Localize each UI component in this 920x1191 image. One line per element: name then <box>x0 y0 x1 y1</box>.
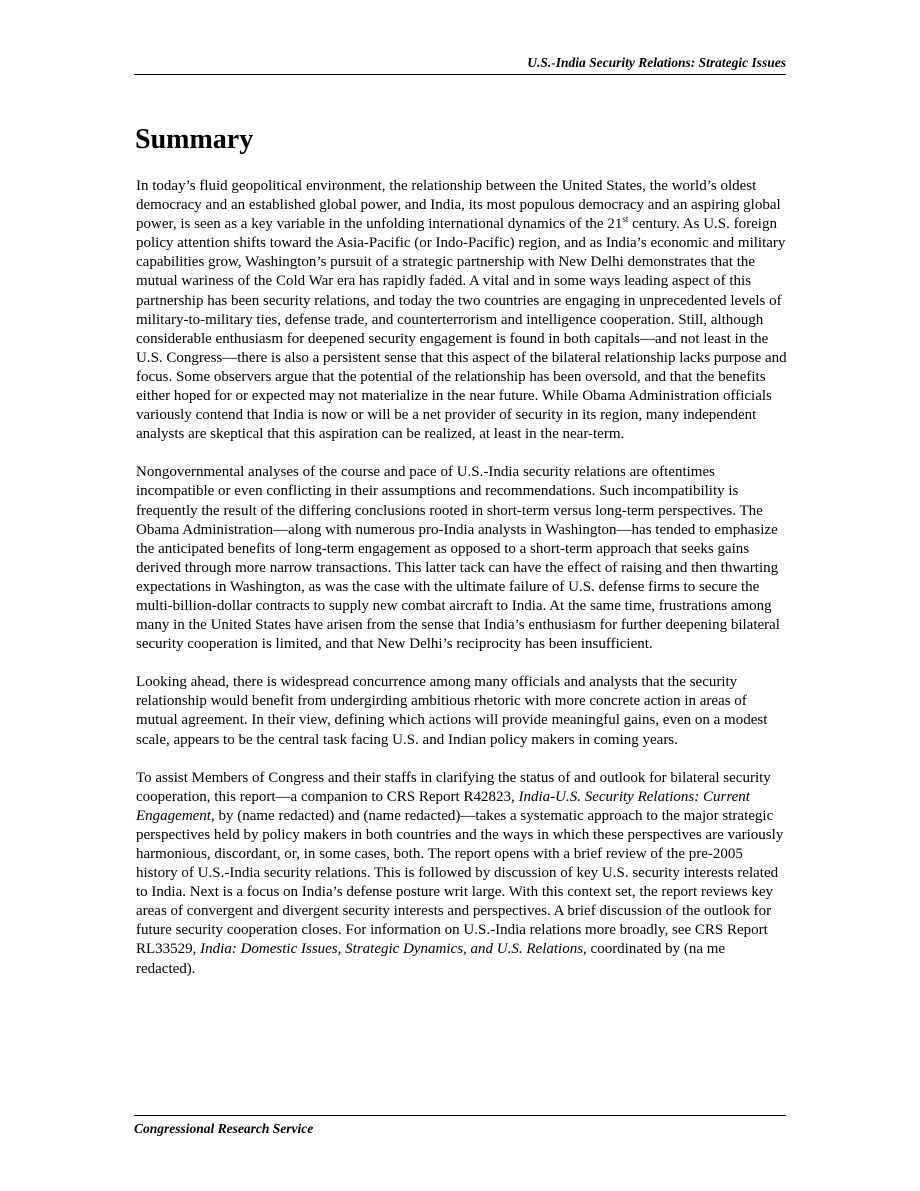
paragraph-1 <box>136 177 788 444</box>
paragraph-2: Nongovernmental analyses of the course and pace of U.S.-India security relations are oftentimes incompatible or even conflicting in their assumptions and recommendations. Such incompatibility is frequently the result of the differing conclusions rooted in short-term versus long-term perspectives. The Obama Administration—along with numerous pro-India analysts in Washington—has tended to emphasize the anticipated benefits of long-term engagement as opposed to a short-term approach that seeks gains derived through more narrow transactions. This latter tack can have the effect of raising and then thwarting expectations in Washington, as was the case with the ultimate failure of U.S. defense firms to secure the multi-billion-dollar contracts to supply new combat aircraft to India. At the same time, frustrations among many in the United States have arisen from the sense that India’s enthusiasm for further deepening bilateral security cooperation is limited, and that New Delhi’s reciprocity has been insufficient. <box>136 464 780 653</box>
running-footer: Congressional Research Service <box>134 1115 786 1138</box>
paragraph-4 <box>136 769 788 979</box>
paragraph-4-text-b: , by (name redacted) and (name redacted)—takes a systematic approach to the major strategic perspectives held by policy makers in both countries and the ways in which these perspectives are variously harmonious, discordant, or, in some cases, both. The report opens with a brief review of the pre-2005 history of U.S.-India security relations. This is followed by discussion of key U.S. security interests related to India. Next is a focus on India’s defense posture writ large. With this context set, the report reviews key areas of convergent and divergent security interests and perspectives. A brief discussion of the outlook for future security cooperation closes. For information on U.S.-India relations more broadly, see CRS Report RL33529, <box>136 807 784 958</box>
report-title-r42823: India-U.S. Security Relations: Current Engagement <box>136 788 750 824</box>
ordinal-suffix: st <box>622 214 629 225</box>
summary-body <box>136 177 788 998</box>
paragraph-1-text-a: In today’s fluid geopolitical environment, the relationship between the United States, the world’s oldest democracy and an established global power, and India, its most populous democracy and an aspiring global power, is seen as a key variable in the unfolding international dynamics of the 21 <box>136 178 781 233</box>
paragraph-4-text-a: To assist Members of Congress and their staffs in clarifying the status of and outlook for bilateral security cooperation, this report—a companion to CRS Report R42823, <box>136 769 771 805</box>
paragraph-3: Looking ahead, there is widespread concurrence among many officials and analysts that the security relationship would benefit from undergirding ambitious rhetoric with more concrete action in areas of mutual agreement. In their view, defining which actions will provide meaningful gains, even on a modest scale, appears to be the central task facing U.S. and Indian policy makers in coming years. <box>136 674 768 748</box>
paragraph-4-text-c: , coordinated by (na me redacted). <box>136 941 726 977</box>
paragraph-1-text-b: century. As U.S. foreign policy attention shifts toward the Asia-Pacific (or Indo-Pacific) region, and as India’s economic and military capabilities grow, Washington’s pursuit of a strategic partnership with New Delhi demonstrates that the mutual wariness of the Cold War era has rapidly faded. A vital and in some ways leading aspect of this partnership has been security relations, and today the two countries are engaging in unprecedented levels of military-to-military ties, defense trade, and counterterrorism and intelligence cooperation. Still, although considerable enthusiasm for deepened security engagement is found in both capitals—and not least in the U.S. Congress—there is also a persistent sense that this aspect of the bilateral relationship lacks purpose and focus. Some observers argue that the potential of the relationship has been oversold, and that the benefits either hoped for or expected may not materialize in the near future. While Obama Administration officials variously contend that India is now or will be a net provider of security in its region, many independent analysts are skeptical that this aspiration can be realized, at least in the near-term. <box>136 216 787 443</box>
section-title: Summary <box>135 124 254 155</box>
running-header: U.S.-India Security Relations: Strategic Issues <box>134 54 786 75</box>
report-title-rl33529: India: Domestic Issues, Strategic Dynamics, and U.S. Relations <box>200 941 584 958</box>
